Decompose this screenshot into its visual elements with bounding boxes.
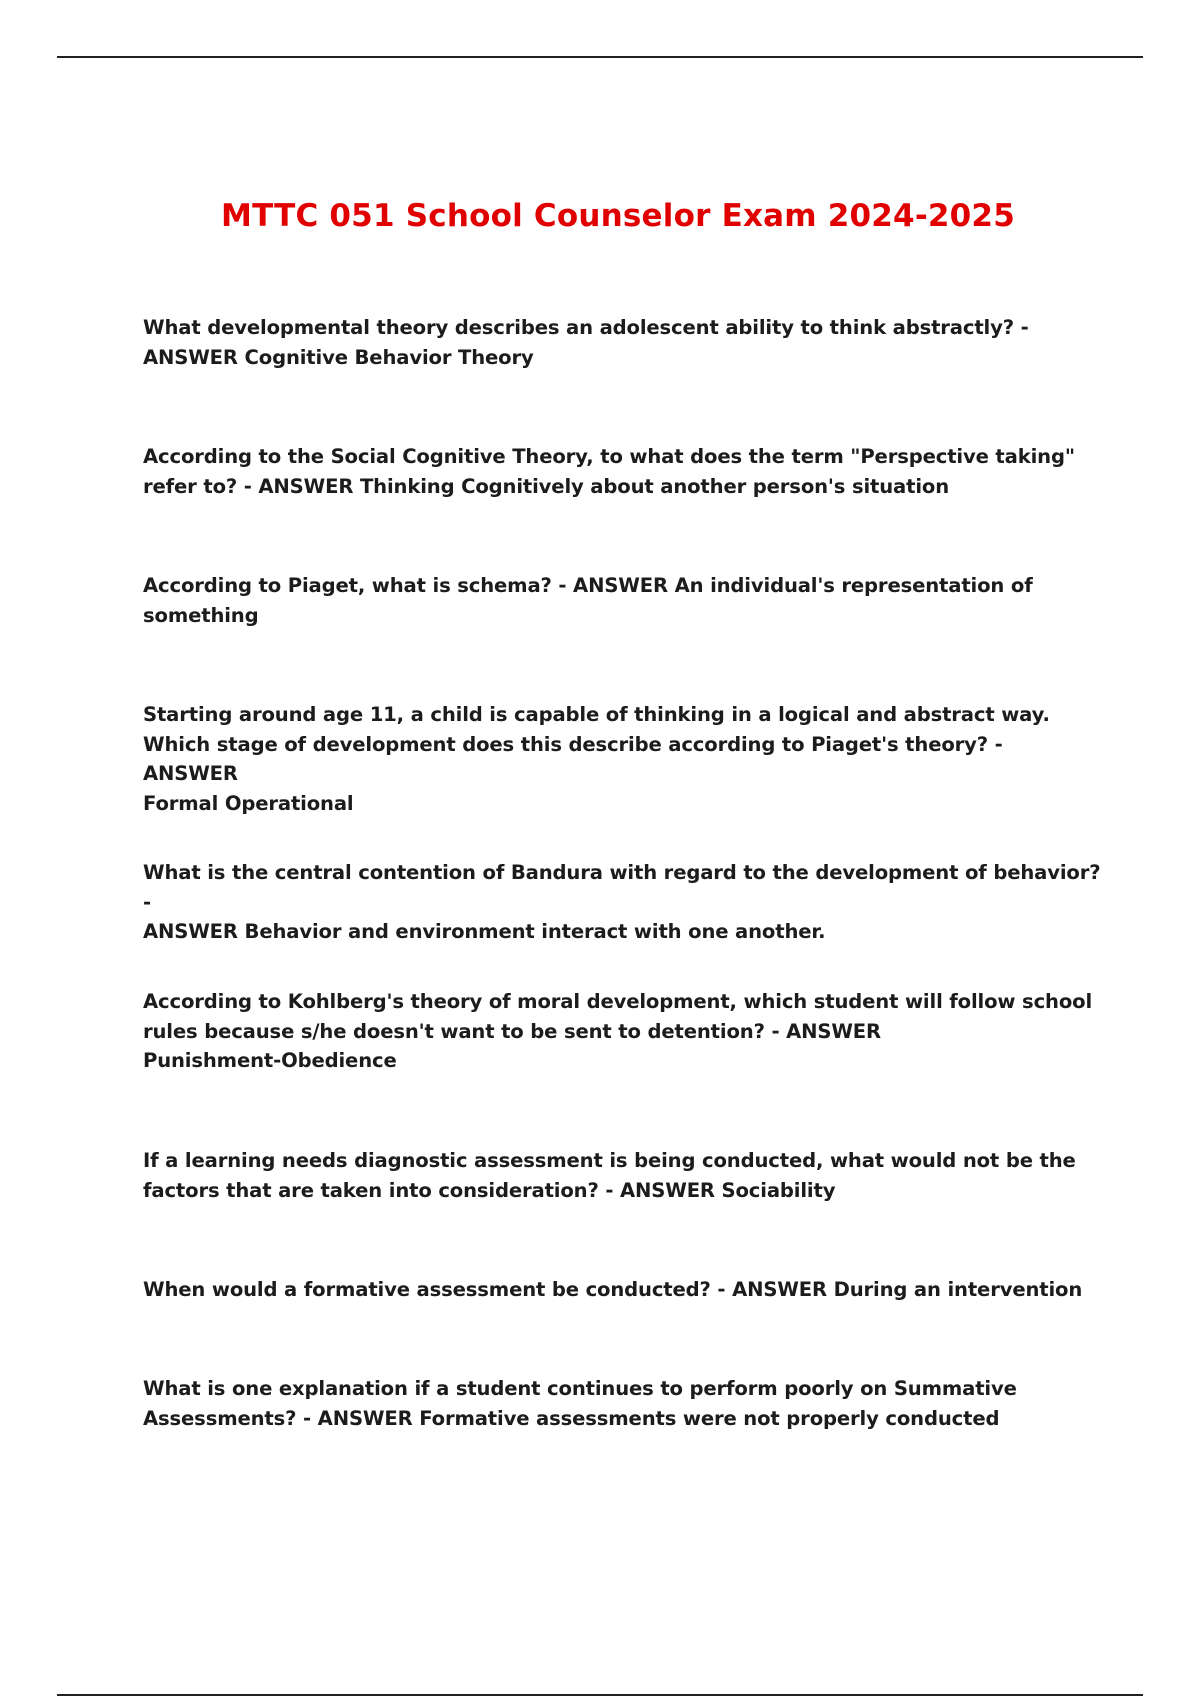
qa-line: When would a formative assessment be conducted? - ANSWER During an intervention: [143, 1278, 1083, 1301]
qa-line: rules because s/he doesn't want to be sent to detention? - ANSWER: [143, 1019, 881, 1043]
qa-line: According to Piaget, what is schema? - ANSWER An individual's representation of: [143, 574, 1033, 597]
qa-item: [143, 858, 1103, 947]
qa-item: [143, 700, 1103, 818]
qa-item: [143, 1374, 1017, 1433]
qa-item: [143, 1275, 1082, 1305]
qa-line: If a learning needs diagnostic assessment is being conducted, what would not be the: [143, 1149, 1076, 1172]
qa-line: What is the central contention of Bandura with regard to the development of behavior? -: [143, 861, 1101, 914]
bottom-divider: [57, 1694, 1143, 1696]
qa-line: What developmental theory describes an adolescent ability to think abstractly? -: [143, 316, 1029, 339]
qa-line: Assessments? - ANSWER Formative assessments were not properly conducted: [143, 1406, 1000, 1430]
qa-line: ANSWER Behavior and environment interact with one another.: [143, 920, 826, 943]
document-title: MTTC 051 School Counselor Exam 2024-2025: [221, 198, 1015, 234]
qa-item: [143, 313, 1029, 372]
qa-line: Which stage of development does this describe according to Piaget's theory? - ANSWER: [143, 732, 1003, 785]
qa-line: What is one explanation if a student continues to perform poorly on Summative: [143, 1377, 1017, 1400]
top-divider: [57, 56, 1143, 58]
qa-item: [143, 987, 1092, 1076]
qa-line: Punishment-Obedience: [143, 1049, 397, 1072]
qa-line: According to Kohlberg's theory of moral development, which student will follow school: [143, 990, 1093, 1013]
qa-line: According to the Social Cognitive Theory, to what does the term "Perspective taking": [143, 445, 1075, 468]
qa-line: refer to? - ANSWER Thinking Cognitively about another person's situation: [143, 474, 950, 498]
qa-item: [143, 571, 1033, 630]
qa-line: Formal Operational: [143, 791, 354, 815]
qa-line: factors that are taken into consideration? - ANSWER Sociability: [143, 1178, 836, 1202]
qa-item: [143, 442, 1075, 501]
qa-line: ANSWER Cognitive Behavior Theory: [143, 345, 534, 369]
qa-line: something: [143, 603, 259, 627]
qa-line: Starting around age 11, a child is capable of thinking in a logical and abstract way.: [143, 703, 1050, 726]
qa-item: [143, 1146, 1076, 1205]
